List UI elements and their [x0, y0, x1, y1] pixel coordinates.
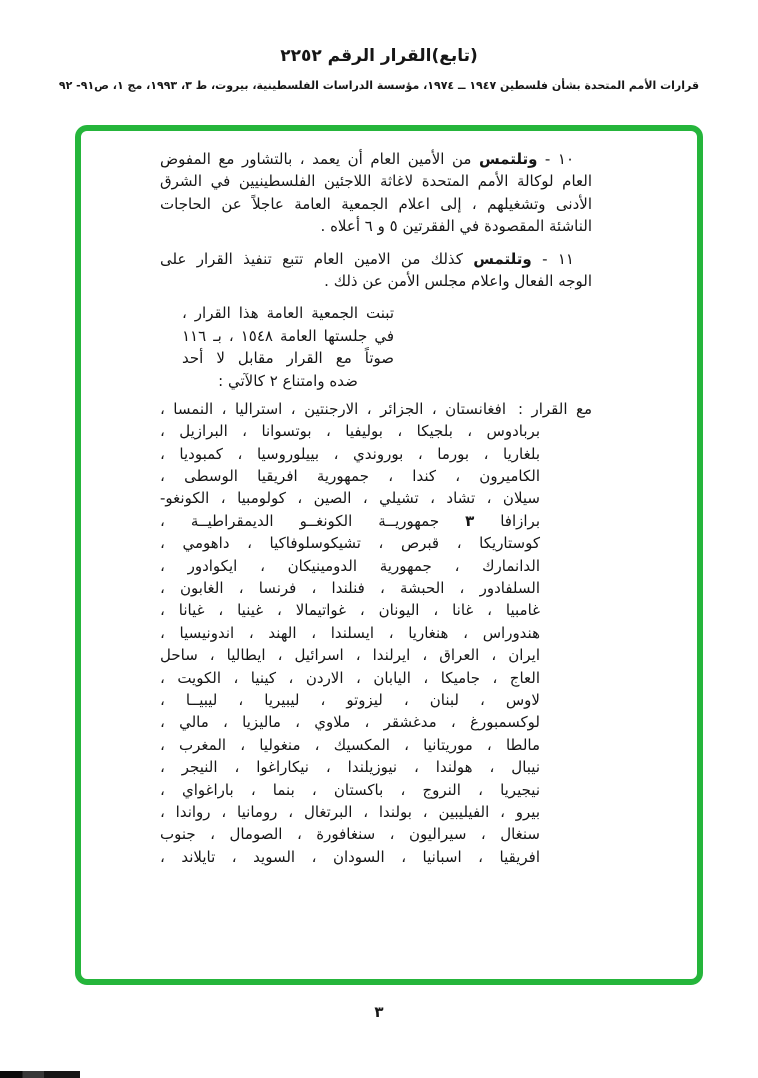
text-line: العاج ، جاميكا ، اليابان ، الاردن ، كينيا ، الكويت ، [160, 668, 540, 687]
text-line: تبنت الجمعية العامة هذا القرار ، [182, 304, 394, 323]
text-line: برازافا ٣ جمهوريــة الكونغــو الديمقراطيــة ، [160, 511, 540, 530]
text-line: ١١ - وتلتمس كذلك من الامين العام تتبع تنفيذ القرار على [160, 249, 574, 268]
vote-with-label: مع القرار : [517, 399, 592, 418]
text-line: السلفادور ، الحبشة ، فنلندا ، فرنسا ، الغابون ، [160, 579, 540, 598]
text-line: لوكسمبورغ ، مدغشقر ، ملاوي ، ماليزيا ، مالي ، [160, 713, 540, 732]
vote-continuation [160, 420, 592, 868]
text-line: غامبيا ، غانا ، اليونان ، غواتيمالا ، غينيا ، غيانا ، [160, 601, 540, 620]
text-line: نيبال ، هولندا ، نيوزيلندا ، نيكاراغوا ، النيجر ، [160, 758, 540, 777]
text-line: كوستاريكا ، قبرص ، تشيكوسلوفاكيا ، داهومي ، [160, 534, 540, 553]
text-line: في جلستها العامة ١٥٤٨ ، بـ ١١٦ [182, 326, 394, 345]
text-line: مالطا ، موريتانيا ، المكسيك ، منغوليا ، المغرب ، [160, 735, 540, 754]
text-line: هندوراس ، هنغاريا ، ايسلندا ، الهند ، اندونيسيا ، [160, 623, 540, 642]
vote-first-line [160, 398, 592, 420]
text-line: ايران ، العراق ، ايرلندا ، اسرائيل ، ايطاليا ، ساحل [160, 646, 540, 665]
text-line: ١٠ - وتلتمس من الأمين العام أن يعمد ، بالتشاور مع المفوض [160, 150, 575, 168]
text-line: سيلان ، تشاد ، تشيلي ، الصين ، كولومبيا ، الكونغو- [160, 489, 540, 508]
text-line: افريقيا ، اسبانيا ، السودان ، السويد ، تايلاند ، [160, 847, 540, 866]
text-line: الوجه الفعال واعلام مجلس الأمن عن ذلك . [324, 271, 592, 290]
text-line: صوتاً مع القرار مقابل لا أحد [182, 349, 394, 368]
resolution-body [160, 148, 592, 868]
text-line: الدانمارك ، جمهورية الدومينيكان ، ايكوادور ، [160, 556, 540, 575]
text-line: نيجيريا ، النروج ، باكستان ، بنما ، باراغواي ، [160, 780, 540, 799]
source-citation: قرارات الأمم المتحدة بشأن فلسطين ١٩٤٧ ــ ١٩٧٤، مؤسسة الدراسات الفلسطينية، بيروت، ط ٣، ١٩٩٣، مج ١، ص٩١- ٩٢ [58, 79, 700, 92]
page-number: ٣ [374, 1003, 384, 1021]
page-title: (تابع)القرار الرقم ٢٢٥٢ [280, 46, 478, 66]
vote-with-list [160, 398, 592, 868]
text-line: بربادوس ، بلجيكا ، بوليفيا ، بوتسوانا ، البرازيل ، [160, 422, 540, 441]
scan-artifact [0, 1071, 80, 1078]
adoption-note [182, 302, 394, 392]
text-line: الناشئة المقصودة في الفقرتين ٥ و ٦ أعلاه . [320, 217, 592, 236]
text-line: سنغال ، سيراليون ، سنغافورة ، الصومال ، جنوب [160, 825, 540, 844]
text-line: العام لوكالة الأمم المتحدة لاغاثة اللاجئين الفلسطينيين في الشرق [160, 172, 592, 191]
text-line: ضده وامتناع ٢ كالآتي : [218, 371, 358, 390]
vote-countries-start: افغانستان ، الجزائر ، الارجنتين ، استراليا ، النمسا ، [160, 399, 506, 418]
clause-10 [160, 148, 592, 238]
clause-11 [160, 248, 592, 293]
text-line: بلغاريا ، بورما ، بوروندي ، بييلوروسيا ، كمبوديا ، [160, 444, 540, 463]
highlight-box [75, 125, 703, 985]
text-line: الكاميرون ، كندا ، جمهورية افريقيا الوسطى ، [160, 467, 540, 486]
text-line: الأدنى وتشغيلهم ، إلى اعلام الجمعية العامة عاجلاً عن الحاجات [160, 194, 592, 213]
text-line: بيرو ، الفيليبين ، بولندا ، البرتغال ، رومانيا ، رواندا ، [160, 802, 540, 821]
text-line: لاوس ، لبنان ، ليزوتو ، ليبيريا ، ليبيــا ، [160, 690, 540, 709]
